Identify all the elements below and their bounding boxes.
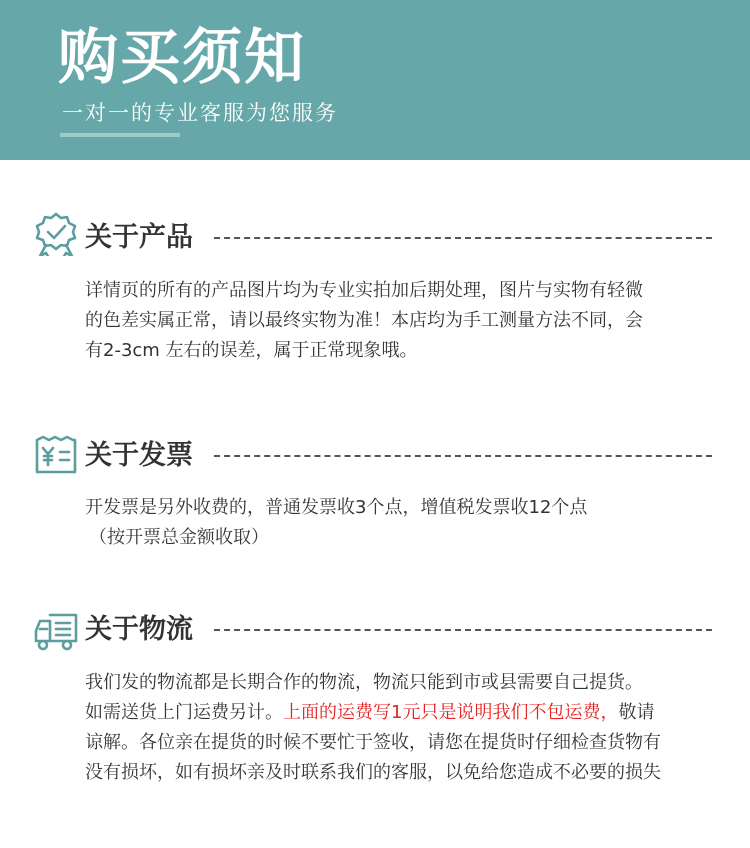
body-line [85, 698, 735, 728]
body-line: 有2-3cm 左右的误差，属于正常现象哦。 [85, 340, 418, 361]
header-banner [0, 0, 750, 160]
body-line: 详情页的所有的产品图片均为专业实拍加后期处理，图片与实物有轻微 [85, 280, 643, 301]
page-title: 购买须知 [58, 23, 306, 93]
body-text: 敬请 [618, 702, 655, 723]
freight-notice-highlight: 上面的运费写1元只是说明我们不包运费， [283, 702, 619, 723]
delivery-truck-icon [34, 609, 78, 653]
section-divider [214, 455, 712, 457]
section-body-product [85, 276, 725, 366]
subtitle-underline [60, 133, 180, 137]
section-body-invoice [85, 493, 725, 553]
section-body-logistics [85, 668, 735, 788]
invoice-icon [34, 434, 78, 478]
body-line: 的色差实属正常，请以最终实物为准！本店均为手工测量方法不同，会 [85, 310, 643, 331]
body-text: 如需送货上门运费另计。 [85, 702, 283, 723]
ribbon-check-icon [34, 212, 78, 256]
body-line: 我们发的物流都是长期合作的物流，物流只能到市或县需要自己提货。 [85, 672, 643, 693]
section-divider [214, 237, 712, 239]
section-title-invoice: 关于发票 [85, 440, 193, 471]
section-title-logistics: 关于物流 [85, 614, 193, 645]
section-title-product: 关于产品 [85, 222, 193, 253]
body-line: 谅解。各位亲在提货的时候不要忙于签收，请您在提货时仔细检查货物有 [85, 732, 661, 753]
body-line: 没有损坏，如有损坏亲及时联系我们的客服，以免给您造成不必要的损失 [85, 762, 661, 783]
page-subtitle: 一对一的专业客服为您服务 [62, 101, 338, 125]
body-line: （按开票总金额收取） [89, 527, 269, 548]
section-divider [214, 629, 712, 631]
body-line: 开发票是另外收费的，普通发票收3个点，增值税发票收12个点 [85, 497, 588, 518]
